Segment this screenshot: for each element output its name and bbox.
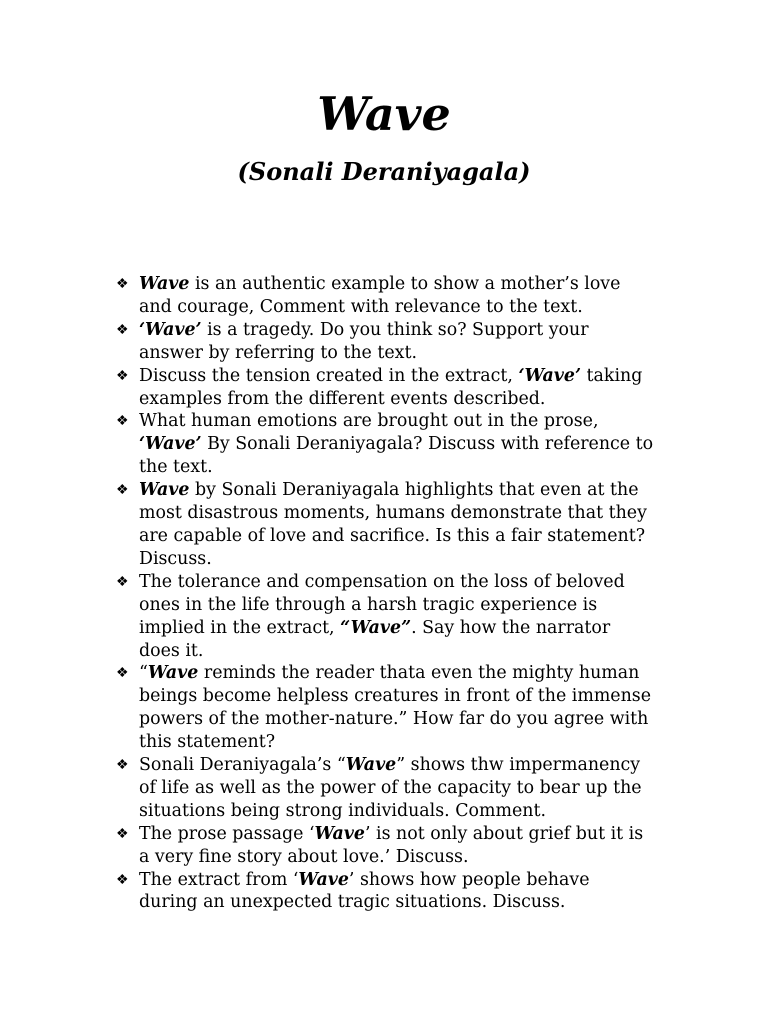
question-text: . Say how the narrator [411,617,611,638]
question-line [139,731,696,754]
diamond-bullet-icon: ❖ [116,367,129,384]
question-text: examples from the different events described. [139,388,546,409]
question-text: the text. [139,457,213,478]
story-title-emphasis: Wave [345,755,397,776]
question-line [139,571,696,594]
question-text: does it. [139,640,204,661]
question-item [116,365,696,411]
question-line [139,754,696,777]
question-text: ’ is not only about grief but it is [364,823,644,844]
question-text: by Sonali Deraniyagala highlights that even at the [189,480,639,501]
question-item [116,479,696,571]
question-text: most disastrous moments, humans demonstrate that they [139,503,647,524]
diamond-bullet-icon: ❖ [116,482,129,499]
diamond-bullet-icon: ❖ [116,757,129,774]
question-line [139,479,696,502]
diamond-bullet-icon: ❖ [116,825,129,842]
question-item [116,410,696,479]
story-title-emphasis: Wave [298,869,349,890]
story-title-emphasis: Wave [147,663,199,684]
story-title-emphasis: Wave [139,480,190,501]
question-text: ones in the life through a harsh tragic experience is [139,594,598,615]
question-line [139,365,696,388]
question-text: taking [581,365,643,386]
question-line [139,342,696,365]
question-text: By Sonali Deraniyagala? Discuss with reference to [201,434,654,455]
question-line [139,640,696,663]
document-subtitle: (Sonali Deraniyagala) [237,157,531,186]
question-line [139,273,696,296]
question-line [139,525,696,548]
question-text: a very fine story about love.’ Discuss. [139,846,469,867]
question-text: Discuss the tension created in the extract, [139,365,519,386]
question-text: ” shows thw impermanency [396,755,641,776]
question-line [139,319,696,342]
question-line [139,502,696,525]
question-line [139,685,696,708]
question-text: ’ shows how people behave [348,869,590,890]
question-line [139,662,696,685]
question-line [139,548,696,571]
document-title: Wave [317,87,451,141]
question-line [139,891,696,914]
question-line [139,433,696,456]
question-item [116,823,696,869]
question-text: beings become helpless creatures in front of the immense [139,686,652,707]
diamond-bullet-icon: ❖ [116,321,129,338]
question-item [116,869,696,915]
question-line [139,594,696,617]
question-text: “ [139,663,148,684]
question-text: The prose passage ‘ [139,823,315,844]
story-title-emphasis: “Wave” [340,617,412,638]
question-text: What human emotions are brought out in the prose, [139,411,599,432]
question-text: this statement? [139,732,276,753]
question-text: is an authentic example to show a mother’s love [189,274,621,294]
story-title-emphasis: ‘Wave’ [139,434,202,455]
question-text: of life as well as the power of the capacity to bear up the [139,777,642,798]
question-item [116,662,696,754]
question-text: powers of the mother-nature.” How far do you agree with [139,709,649,730]
question-line [139,800,696,823]
question-text: is a tragedy. Do you think so? Support your [201,319,589,340]
question-text: The tolerance and compensation on the loss of beloved [139,571,625,592]
question-line [139,456,696,479]
question-line [139,708,696,731]
question-item [116,273,696,319]
diamond-bullet-icon: ❖ [116,413,129,430]
question-text: Sonali Deraniyagala’s “ [139,755,346,776]
question-line [139,296,696,319]
question-line [139,846,696,869]
question-text: implied in the extract, [139,617,341,638]
question-line [139,777,696,800]
question-text: situations being strong individuals. Comment. [139,800,546,821]
question-line [139,869,696,892]
question-line [139,410,696,433]
question-line [139,617,696,640]
question-item [116,319,696,365]
diamond-bullet-icon: ❖ [116,276,129,292]
question-text: are capable of love and sacrifice. Is this a fair statement? [139,525,646,546]
question-text: answer by referring to the text. [139,342,417,363]
diamond-bullet-icon: ❖ [116,871,129,888]
story-title-emphasis: Wave [314,823,365,844]
story-title-emphasis: ‘Wave’ [139,319,202,340]
question-text: The extract from ‘ [139,869,299,890]
question-item [116,571,696,663]
question-line [139,823,696,846]
question-list [116,273,696,914]
question-text: during an unexpected tragic situations. Discuss. [139,892,566,913]
story-title-emphasis: ‘Wave’ [518,365,582,386]
question-text: and courage, Comment with relevance to the text. [139,296,583,317]
diamond-bullet-icon: ❖ [116,665,129,682]
question-text: reminds the reader thata even the mighty human [198,663,640,684]
question-item [116,754,696,823]
question-text: Discuss. [139,548,212,569]
question-line [139,388,696,411]
diamond-bullet-icon: ❖ [116,573,129,590]
story-title-emphasis: Wave [139,274,190,294]
